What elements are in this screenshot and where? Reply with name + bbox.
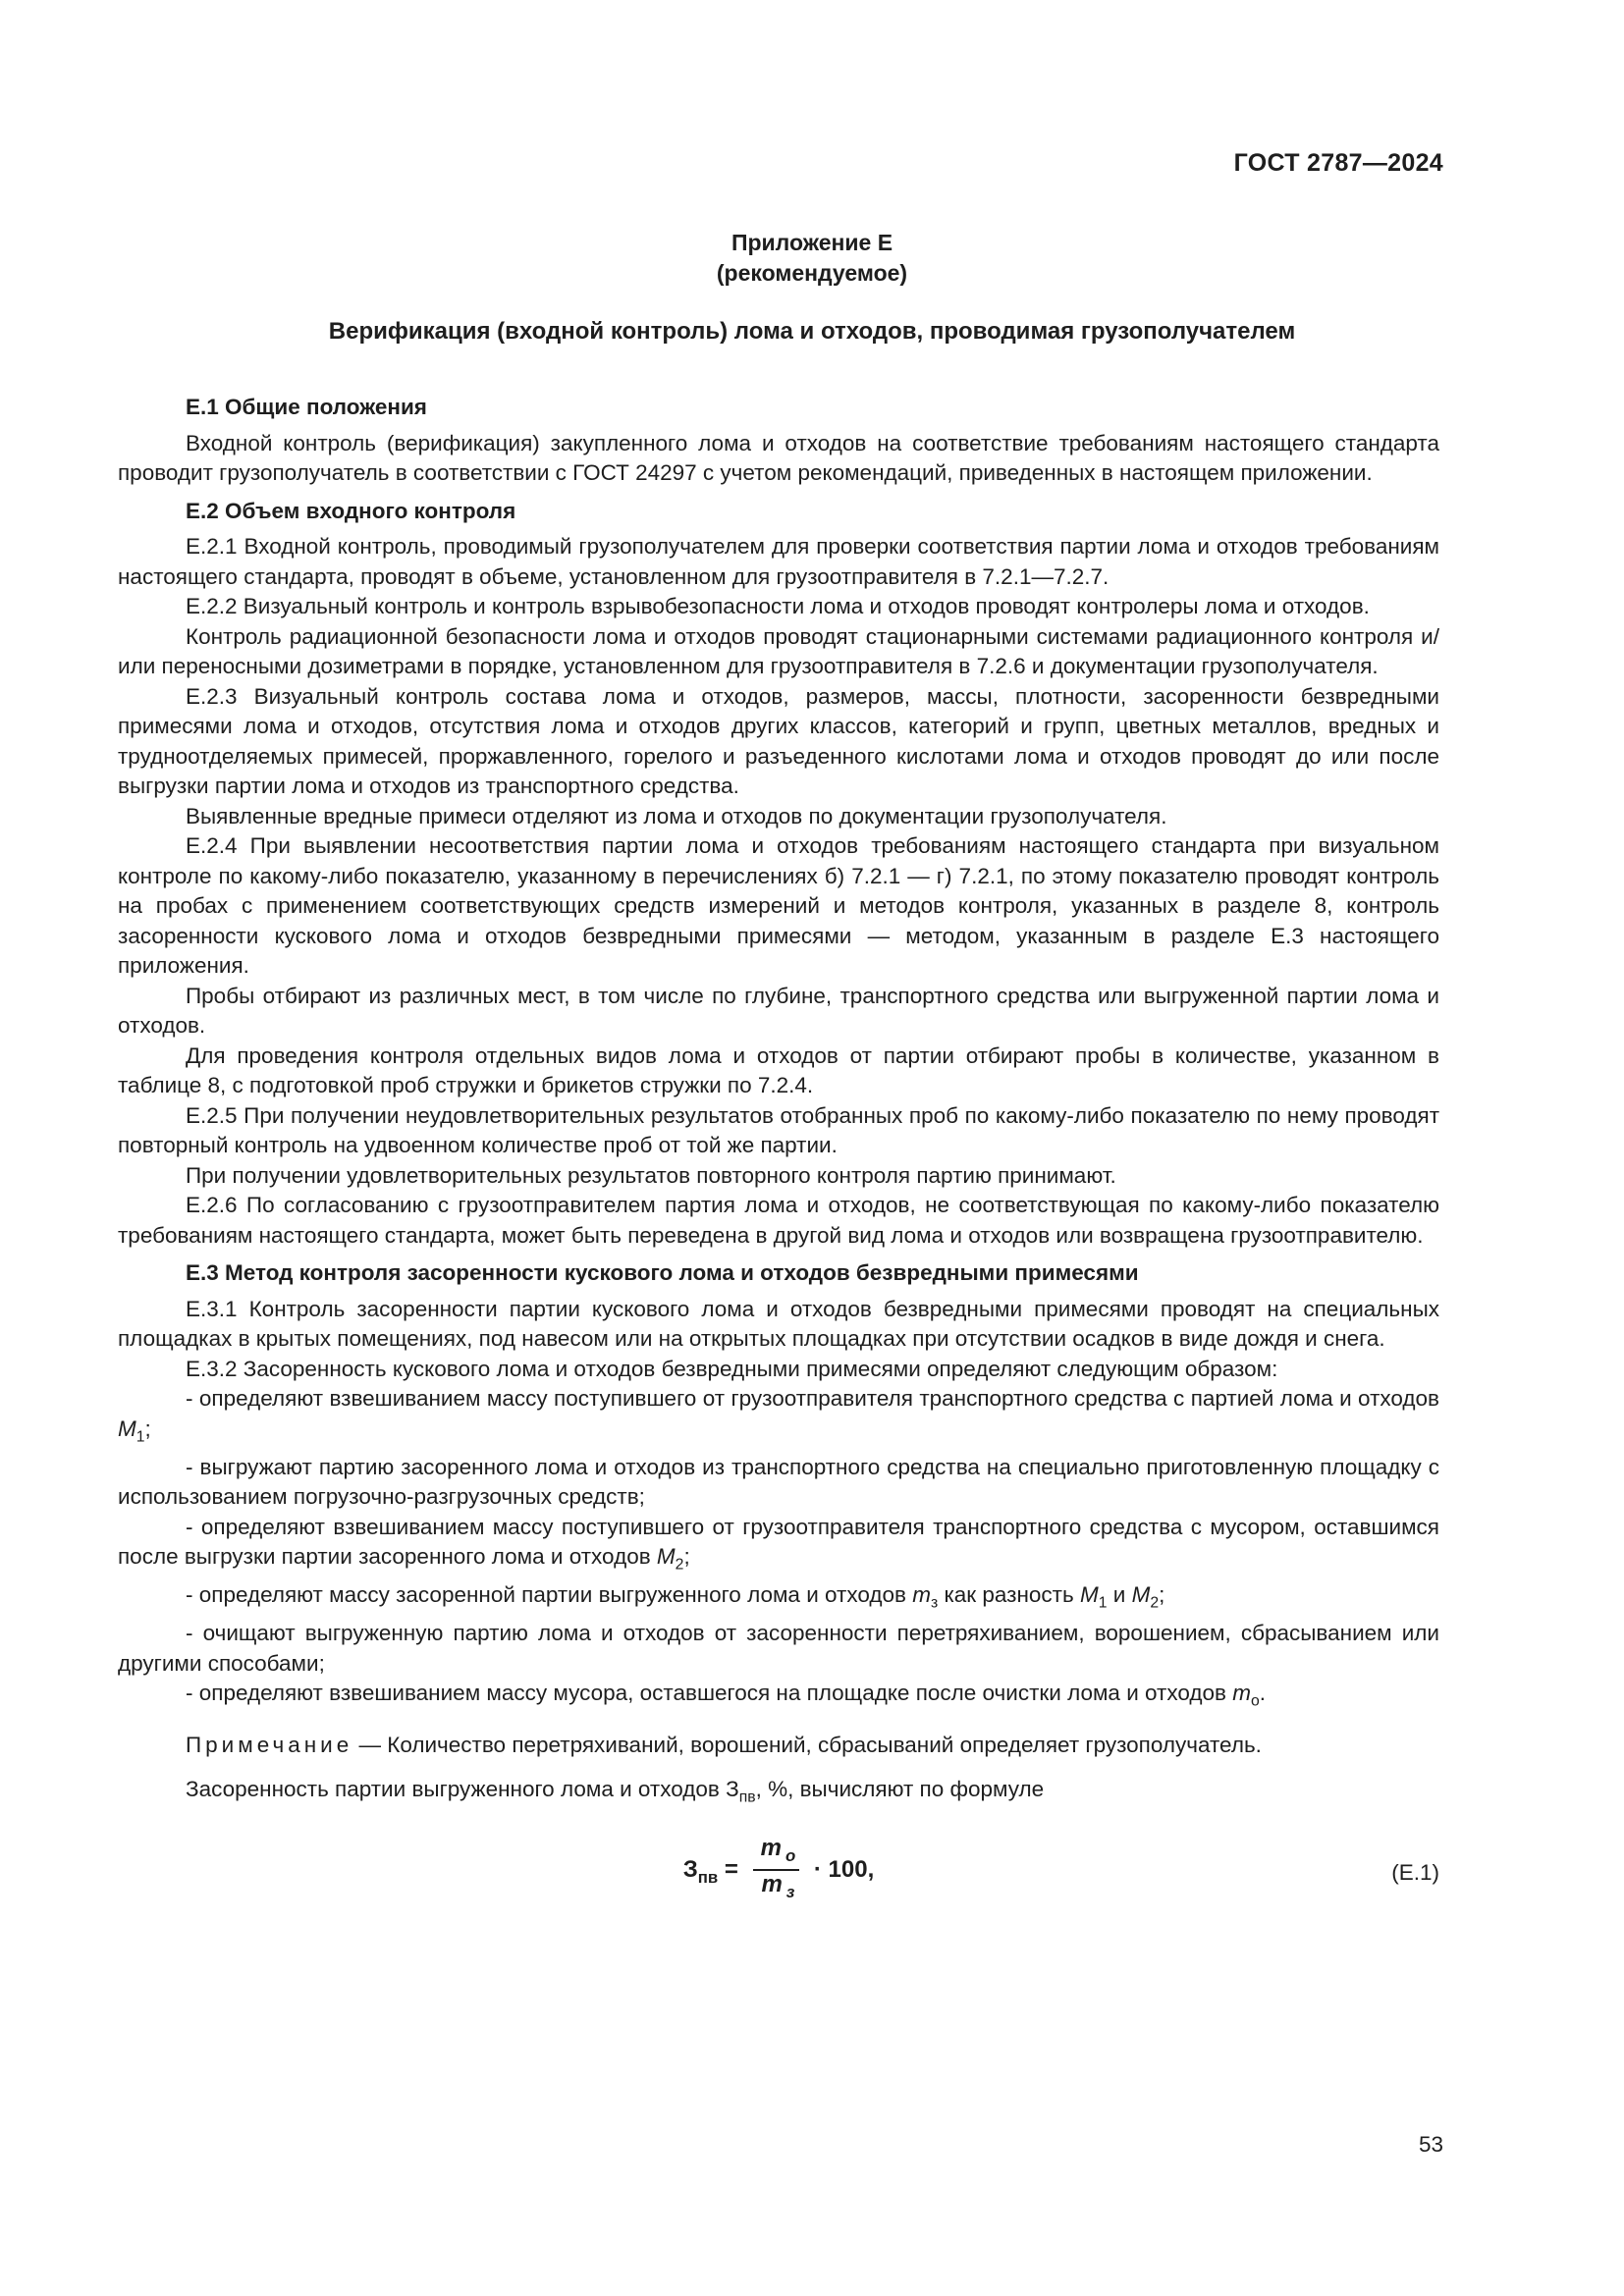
paragraph: Е.2.4 При выявлении несоответствия партии лома и отходов требованиям настоящего стандарта при визуальном контроле по какому-либо показателю, указанному в перечислениях б) 7.2.1 — г) 7.2.1, по этому показателю проводят контроль на пробах с применением соответствующих средств измерений и методов контроля, указанных в разделе 8, контроль засоренности кускового лома и отходов безвредными примесями — методом, указанным в разделе Е.3 настоящего приложения. bbox=[118, 833, 1439, 978]
paragraph: Е.2.2 Визуальный контроль и контроль взрывобезопасности лома и отходов проводят контролеры лома и отходов. bbox=[186, 594, 1370, 618]
paragraph: Е.2.1 Входной контроль, проводимый грузополучателем для проверки соответствия партии лома и отходов требованиям настоящего стандарта, проводят в объеме, установленном для грузоотправителя в 7.2.1—7.2.7. bbox=[118, 534, 1439, 589]
paragraph: Контроль радиационной безопасности лома и отходов проводят стационарными системами радиационного контроля и/или переносными дозиметрами в порядке, установленном для грузоотправителя в 7.2.6 и документации грузополучателя. bbox=[118, 623, 1439, 678]
paragraph: Для проведения контроля отдельных видов лома и отходов от партии отбирают пробы в количестве, указанном в таблице 8, с подготовкой проб стружки и брикетов стружки по 7.2.4. bbox=[118, 1042, 1439, 1097]
note-text: — Количество перетряхиваний, ворошений, сбрасываний определяет грузополучатель. bbox=[352, 1733, 1262, 1757]
document-body bbox=[118, 393, 1439, 1913]
section-heading-e3: Е.3 Метод контроля засоренности кускового лома и отходов безвредными примесями bbox=[186, 1260, 1139, 1285]
formula-e1: $З_{пв}$ = $\frac{m _о}{m _з}$ · 100, bbox=[118, 1835, 1439, 1907]
paragraph: При получении удовлетворительных результатов повторного контроля партию принимают. bbox=[186, 1162, 1116, 1188]
list-item: - определяют взвешиванием массу мусора, оставшегося на площадке после очистки лома и отходов $m_о$. bbox=[186, 1681, 1266, 1710]
paragraph: Е.3.1 Контроль засоренности партии кускового лома и отходов безвредными примесями проводят на специальных площадках в крытых помещениях, под навесом или на открытых площадках при отсутствии осадков в виде дождя и снега. bbox=[118, 1296, 1439, 1351]
list-item: - определяют взвешиванием массу поступившего от грузоотправителя транспортного средства с мусором, оставшимся после выгрузки партии засоренного лома и отходов $M_2$; bbox=[118, 1514, 1439, 1574]
list-item: - определяют массу засоренной партии выгруженного лома и отходов $m_з$ как разность $M_1$ и $M_2$; bbox=[186, 1582, 1165, 1612]
formula-fraction bbox=[753, 1835, 800, 1907]
formula-intro: Засоренность партии выгруженного лома и отходов $З_{пв}$, %, вычисляют по формуле bbox=[186, 1776, 1045, 1805]
paragraph: Е.3.2 Засоренность кускового лома и отходов безвредными примесями определяют следующим образом: bbox=[186, 1356, 1278, 1381]
section-heading-e2: Е.2 Объем входного контроля bbox=[186, 498, 516, 523]
formula-block bbox=[118, 1835, 1439, 1913]
paragraph: Е.2.6 По согласованию с грузоотправителем партия лома и отходов, не соответствующая по какому-либо показателю требованиям настоящего стандарта, может быть переведена в другой вид лома и отходов или возвращена грузоотправителю. bbox=[118, 1193, 1439, 1248]
list-item: - определяют взвешиванием массу поступившего от грузоотправителя транспортного средства с партией лома и отходов $M_1$; bbox=[118, 1386, 1439, 1445]
equation-number: (Е.1) bbox=[1391, 1859, 1439, 1885]
paragraph: Пробы отбирают из различных мест, в том числе по глубине, транспортного средства или выгруженной партии лома и отходов. bbox=[118, 983, 1439, 1038]
annex-label: Приложение Е bbox=[731, 230, 893, 255]
paragraph: Е.2.3 Визуальный контроль состава лома и отходов, размеров, массы, плотности, засоренности безвредными примесями лома и отходов, отсутствия лома и отходов других классов, категорий и групп, цветных металлов, вредных и трудноотделяемых примесей, проржавленного, горелого и разъеденного кислотами лома и отходов проводят до или после выгрузки партии лома и отходов из транспортного средства. bbox=[118, 683, 1439, 798]
paragraph: Выявленные вредные примеси отделяют из лома и отходов по документации грузополучателя. bbox=[186, 803, 1167, 828]
standard-code: ГОСТ 2787—2024 bbox=[1233, 149, 1443, 177]
note-label: Примечание bbox=[186, 1733, 353, 1757]
annex-status: (рекомендуемое) bbox=[716, 260, 908, 286]
paragraph: Е.2.5 При получении неудовлетворительных результатов отобранных проб по какому-либо показателю по нему проводят повторный контроль на удвоенном количестве проб от той же партии. bbox=[118, 1102, 1439, 1157]
page-number: 53 bbox=[1418, 2132, 1443, 2157]
fraction-numerator: m $_о$ bbox=[753, 1835, 800, 1872]
fraction-denominator: m $_з$ bbox=[761, 1871, 795, 1902]
note bbox=[118, 1731, 1439, 1761]
section-heading-e1: Е.1 Общие положения bbox=[186, 395, 427, 419]
annex-header bbox=[0, 228, 1624, 289]
annex-title: Верификация (входной контроль) лома и отходов, проводимая грузополучателем bbox=[328, 318, 1296, 345]
list-item: - очищают выгруженную партию лома и отходов от засоренности перетряхиванием, ворошением, сбрасыванием или другими способами; bbox=[118, 1621, 1439, 1676]
paragraph: Входной контроль (верификация) закупленного лома и отходов на соответствие требованиям настоящего стандарта проводит грузополучатель в соответствии с ГОСТ 24297 с учетом рекомендаций, приведенных в настоящем приложении. bbox=[118, 430, 1439, 485]
list-item: - выгружают партию засоренного лома и отходов из транспортного средства на специально приготовленную площадку с использованием погрузочно-разгрузочных средств; bbox=[118, 1454, 1439, 1509]
